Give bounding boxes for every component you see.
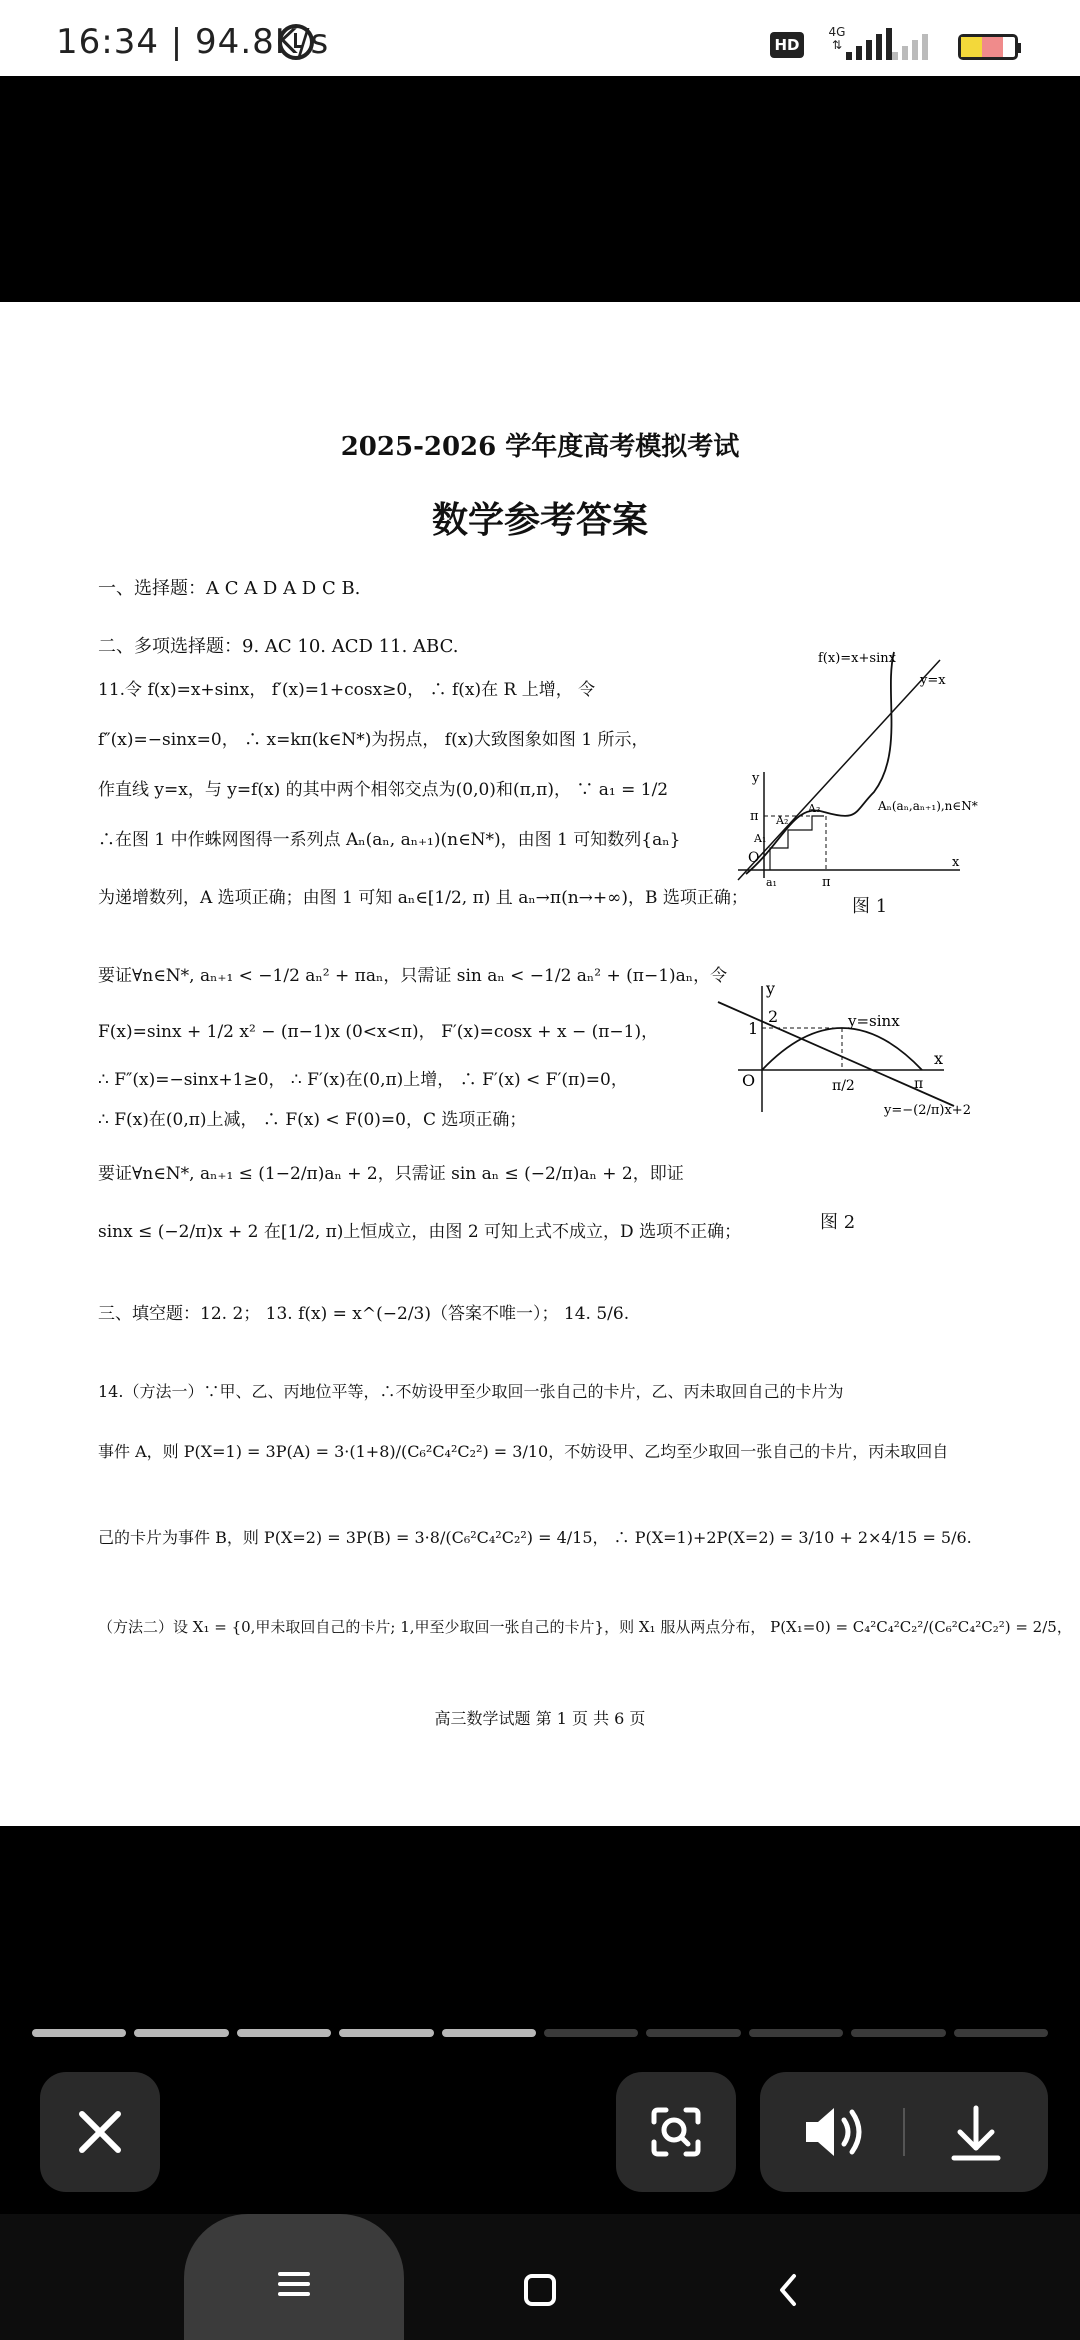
- q14-line-3: 己的卡片为事件 B，则 P(X=2) = 3P(B) = 3·8/(C₆²C₄²C₂²) = 4/15， ∴ P(X=1)+2P(X=2) = 3/10 + 2×4/15 = 5/6.: [98, 1528, 972, 1547]
- fig1-label-a2-point: A₂: [776, 814, 789, 827]
- back-icon: [748, 2240, 828, 2320]
- figure-1: [724, 651, 978, 890]
- q11-line-11: sinx ≤ (−2/π)x + 2 在[1/2, π)上恒成立，由图 2 可知上式不成立，D 选项不正确；: [98, 1222, 742, 1242]
- signal-icon: [846, 28, 892, 60]
- fig1-label-o: O: [748, 850, 760, 866]
- page-footer: 高三数学试题 第 1 页 共 6 页: [434, 1709, 646, 1728]
- figure-2-caption: 图 2: [820, 1212, 856, 1233]
- doc-title: 2025-2026 学年度高考模拟考试: [340, 432, 740, 462]
- fig2-label-o: O: [742, 1071, 756, 1090]
- fig2-label-2: 2: [768, 1007, 779, 1026]
- q11-line-1: 11.令 f(x)=x+sinx， f′(x)=1+cosx≥0， ∴ f(x)在 R 上增， 令: [98, 680, 596, 700]
- progress-segment: [442, 2029, 536, 2037]
- q14-line-2: 事件 A，则 P(X=1) = 3P(A) = 3·(1+8)/(C₆²C₄²C₂²) = 3/10，不妨设甲、乙均至少取回一张自己的卡片，丙未取回自: [98, 1442, 949, 1461]
- download-button[interactable]: [904, 2072, 1048, 2192]
- home-icon: [500, 2240, 580, 2320]
- network-type: 4G ⇅: [828, 25, 846, 52]
- progress-segment: [749, 2029, 843, 2037]
- nav-home-button[interactable]: [500, 2240, 580, 2320]
- fig1-label-yx: y=x: [920, 673, 946, 688]
- fig1-label-pi-y: π: [750, 809, 759, 824]
- fig1-label-pi-x: π: [822, 875, 831, 890]
- battery-fill: [961, 37, 982, 57]
- progress-segment: [851, 2029, 945, 2037]
- progress-segment: [339, 2029, 433, 2037]
- close-icon: [40, 2072, 160, 2192]
- q11-line-2: f″(x)=−sinx=0， ∴ x=kπ(k∈N*)为拐点， f(x)大致图象如图 1 所示，: [98, 730, 649, 750]
- hd-badge: HD: [770, 32, 804, 58]
- progress-segment: [544, 2029, 638, 2037]
- progress-segment: [954, 2029, 1048, 2037]
- nav-back-button[interactable]: [748, 2240, 828, 2320]
- q11-line-8: ∴ F″(x)=−sinx+1≥0， ∴ F′(x)在(0,π)上增， ∴ F′(x) < F′(π)=0，: [98, 1070, 628, 1090]
- q11-line-5: 为递增数列，A 选项正确；由图 1 可知 aₙ∈[1/2, π) 且 aₙ→π(n→+∞)，B 选项正确；: [98, 888, 748, 908]
- network-type-label: 4G: [828, 25, 846, 39]
- fig2-label-sinx: y=sinx: [848, 1012, 900, 1030]
- fig1-label-a1-point: A₁: [754, 832, 767, 845]
- fig1-label-y: y: [752, 771, 760, 786]
- fig1-label-a3-point: A₃: [808, 802, 821, 815]
- q11-line-3: 作直线 y=x，与 y=f(x) 的其中两个相邻交点为(0,0)和(π,π)， ∵ a₁ = 1/2: [98, 780, 669, 800]
- download-icon: [904, 2072, 1048, 2192]
- progress-segment: [646, 2029, 740, 2037]
- battery-icon: [958, 34, 1018, 60]
- q11-line-10: 要证∀n∈N*, aₙ₊₁ ≤ (1−2/π)aₙ + 2，只需证 sin aₙ ≤ (−2/π)aₙ + 2，即证: [98, 1164, 684, 1184]
- close-button[interactable]: [40, 2072, 160, 2192]
- lens-search-icon: [616, 2072, 736, 2192]
- status-bar: [0, 0, 1080, 76]
- progress-segment: [237, 2029, 331, 2037]
- fig1-label-a1: a₁: [766, 876, 777, 889]
- fig1-label-f: f(x)=x+sinx: [818, 651, 896, 666]
- figure-2: [708, 979, 980, 1122]
- fig1-label-an: Aₙ(aₙ,aₙ₊₁),n∈N*: [878, 799, 978, 813]
- document-page[interactable]: [0, 302, 1080, 1826]
- alarm-icon: [278, 24, 314, 60]
- progress-segment: [134, 2029, 228, 2037]
- q14-line-4: （方法二）设 X₁ = {0,甲未取回自己的卡片; 1,甲至少取回一张自己的卡片}，则 X₁ 服从两点分布， P(X₁=0) = C₄²C₄²C₂²/(C₆²C₄²C₂²) = 2/5，: [98, 1618, 1072, 1636]
- q11-line-4: ∴在图 1 中作蛛网图得一系列点 Aₙ(aₙ, aₙ₊₁)(n∈N*)，由图 1 可知数列{aₙ}: [98, 830, 681, 850]
- figure-1-caption: 图 1: [852, 896, 888, 917]
- section-fill-blank: 三、填空题：12. 2； 13. f(x) = x^(−2/3)（答案不唯一）； 14. 5/6.: [98, 1304, 630, 1324]
- q11-line-9: ∴ F(x)在(0,π)上减， ∴ F(x) < F(0)=0，C 选项正确；: [98, 1110, 527, 1130]
- fig2-label-line: y=−(2/π)x+2: [884, 1103, 971, 1118]
- volume-button[interactable]: [760, 2072, 904, 2192]
- fig1-label-x: x: [952, 855, 960, 870]
- progress-segment: [32, 2029, 126, 2037]
- lens-search-button[interactable]: [616, 2072, 736, 2192]
- fig2-label-pi: π: [914, 1076, 924, 1092]
- fig2-label-y: y: [766, 979, 776, 998]
- q14-line-1: 14.（方法一）∵甲、乙、丙地位平等，∴不妨设甲至少取回一张自己的卡片，乙、丙未取回自己的卡片为: [98, 1382, 844, 1401]
- q11-line-7: F(x)=sinx + 1/2 x² − (π−1)x (0<x<π)， F′(x)=cosx + x − (π−1)，: [98, 1022, 659, 1042]
- q11-line-6: 要证∀n∈N*, aₙ₊₁ < −1/2 aₙ² + πaₙ，只需证 sin aₙ < −1/2 aₙ² + (π−1)aₙ，令: [98, 966, 728, 986]
- fig2-label-x: x: [934, 1049, 944, 1068]
- signal-sim2-icon: [892, 28, 928, 60]
- status-time: 16:34 | 94.8K/s: [56, 22, 330, 62]
- nav-menu-button[interactable]: [184, 2214, 404, 2340]
- fig2-label-1: 1: [748, 1019, 759, 1038]
- section-multi-choice: 二、多项选择题：9. AC 10. ACD 11. ABC.: [98, 636, 459, 657]
- menu-icon: [184, 2214, 404, 2340]
- audio-download-group: [760, 2072, 1048, 2192]
- volume-icon: [760, 2072, 904, 2192]
- doc-subtitle: 数学参考答案: [431, 499, 648, 541]
- fig2-label-pi2: π/2: [832, 1078, 855, 1094]
- section-choice: 一、选择题：A C A D A D C B.: [98, 578, 361, 599]
- page-progress-bar: [32, 2029, 1048, 2037]
